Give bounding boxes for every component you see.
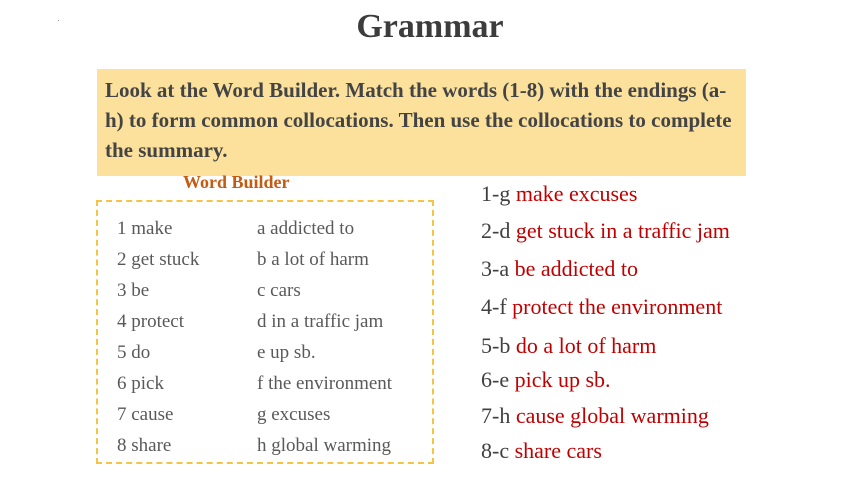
answer-item	[481, 256, 638, 282]
ending-item: b a lot of harm	[257, 249, 369, 270]
answer-code: 5-b	[481, 333, 511, 358]
answer-item	[481, 181, 637, 207]
answer-text: get stuck in a traffic jam	[515, 218, 730, 243]
word-builder-title: Word Builder	[183, 172, 290, 192]
word-item: 6 pick	[117, 373, 164, 394]
answer-text: cause global warming	[515, 403, 709, 428]
answer-code: 1-g	[481, 181, 511, 206]
answer-code: 2-d	[481, 218, 511, 243]
answer-item	[481, 294, 722, 320]
answer-code: 8-c	[481, 438, 510, 463]
word-item: 2 get stuck	[117, 249, 200, 270]
answer-text: pick up sb.	[514, 367, 611, 392]
word-item: 8 share	[117, 435, 172, 456]
word-item: 7 cause	[117, 404, 174, 425]
answer-text: do a lot of harm	[515, 333, 657, 358]
answer-code: 6-e	[481, 367, 510, 392]
word-item: 5 do	[117, 342, 151, 363]
answer-text: be addicted to	[514, 256, 638, 281]
answer-item	[481, 403, 709, 429]
answer-text: share cars	[514, 438, 602, 463]
answer-code: 3-a	[481, 256, 510, 281]
answer-item	[481, 333, 656, 359]
answer-text: make excuses	[515, 181, 638, 206]
word-item: 1 make	[117, 218, 173, 239]
ending-item: d in a traffic jam	[257, 311, 384, 332]
answer-text: protect the environment	[512, 294, 723, 319]
word-item: 4 protect	[117, 311, 185, 332]
page-title: Grammar	[356, 8, 504, 45]
ending-item: f the environment	[257, 373, 393, 394]
answer-item	[481, 218, 730, 244]
ending-item: c cars	[257, 280, 301, 301]
ending-item: a addicted to	[257, 218, 355, 239]
word-item: 3 be	[117, 280, 150, 301]
ending-item: g excuses	[257, 404, 331, 425]
answer-code: 4-f	[481, 294, 507, 319]
answer-item	[481, 438, 602, 464]
ending-item: e up sb.	[257, 342, 316, 363]
answer-code: 7-h	[481, 403, 511, 428]
instruction-box: Look at the Word Builder. Match the words (1-8) with the endings (a-h) to form common collocations. Then use the collocations to complete the summary.	[97, 69, 746, 176]
answer-item	[481, 367, 611, 393]
ending-item: h global warming	[257, 435, 392, 456]
